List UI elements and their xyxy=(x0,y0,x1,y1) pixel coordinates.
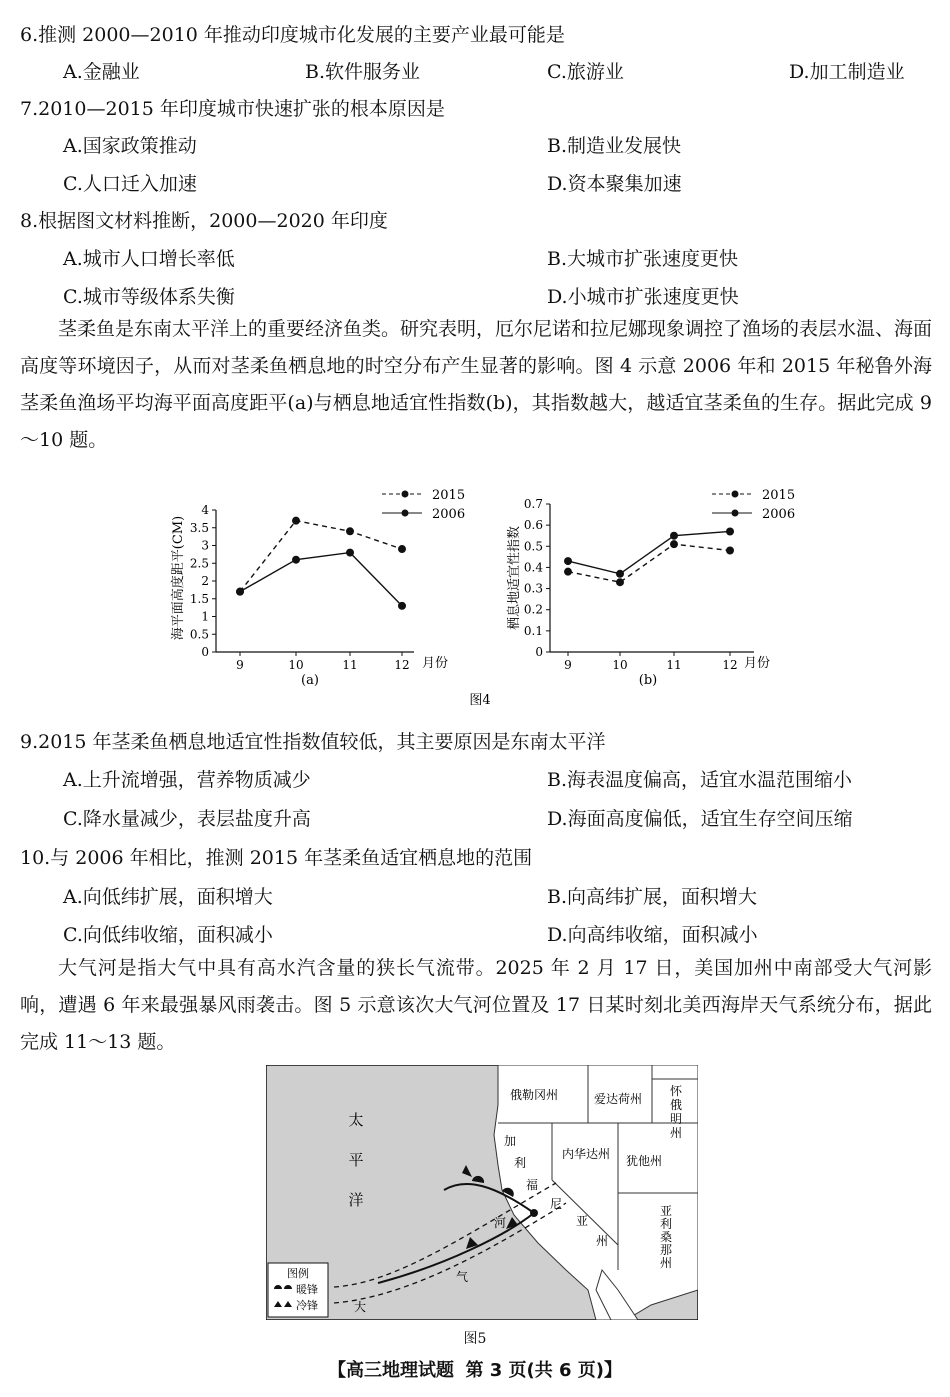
q9-stem: 9.2015 年茎柔鱼栖息地适宜性指数值较低，其主要原因是东南太平洋 xyxy=(20,731,606,753)
q9-option-b: B.海表温度偏高，适宜水温范围缩小 xyxy=(547,769,853,791)
chart-a-xtick-label: 12 xyxy=(394,658,410,672)
label-wyoming-3: 明 xyxy=(669,1112,683,1126)
figure-5-caption: 图5 xyxy=(463,1331,487,1347)
q9-option-d: D.海面高度偏低，适宜生存空间压缩 xyxy=(547,808,853,830)
chart-b-series-2006-point xyxy=(564,557,572,565)
chart-a-series-2015-point xyxy=(292,517,300,525)
label-idaho: 爱达荷州 xyxy=(594,1092,643,1106)
q10-option-a: A.向低纬扩展，面积增大 xyxy=(63,886,273,908)
q6-stem: 6.推测 2000—2010 年推动印度城市化发展的主要产业最可能是 xyxy=(20,24,565,46)
q9-option-a: A.上升流增强，营养物质减少 xyxy=(63,769,311,791)
legend-title: 图例 xyxy=(287,1267,309,1280)
chart-b-legend-2015: 2015 xyxy=(762,488,796,503)
chart-b-ytick-label: 0.5 xyxy=(523,539,543,554)
label-nevada: 内华达州 xyxy=(562,1147,611,1161)
q8-option-d: D.小城市扩张速度更快 xyxy=(547,286,739,308)
label-ocean-1: 太 xyxy=(348,1111,364,1129)
q7-option-d: D.资本聚集加速 xyxy=(547,173,682,195)
chart-b-ytick-label: 0.1 xyxy=(523,623,543,638)
label-ca-6: 州 xyxy=(595,1234,609,1248)
q10-stem: 10.与 2006 年相比，推测 2015 年茎柔鱼适宜栖息地的范围 xyxy=(20,847,533,869)
chart-b-series-2015-line xyxy=(568,544,730,582)
chart-b-xtick-label: 11 xyxy=(666,658,682,672)
label-ca-4: 尼 xyxy=(549,1197,563,1211)
chart-a-ytick-label: 4 xyxy=(201,503,209,517)
chart-a-legend xyxy=(382,488,465,522)
chart-a-ytick-label: 1.5 xyxy=(189,591,209,606)
chart-b-ytick-label: 0.6 xyxy=(523,518,543,533)
q7-stem: 7.2010—2015 年印度城市快速扩张的根本原因是 xyxy=(20,98,445,120)
chart-b-series-2015-point xyxy=(726,547,734,555)
q6-option-b: B.软件服务业 xyxy=(305,61,421,83)
chart-b-xtick-label: 12 xyxy=(722,658,738,672)
chart-b-title: (b) xyxy=(638,673,658,688)
chart-b-legend-2006: 2006 xyxy=(762,507,796,522)
q8-option-c: C.城市等级体系失衡 xyxy=(63,286,235,308)
figure-5-legend xyxy=(268,1263,328,1317)
q10-option-c: C.向低纬收缩，面积减小 xyxy=(63,924,273,946)
label-river-1: 大 xyxy=(353,1300,367,1314)
chart-a-ylabel: 海平面高度距平(CM) xyxy=(171,515,186,641)
chart-b-series-2015-point xyxy=(616,578,624,586)
figure-5-map xyxy=(266,1065,698,1320)
label-ca-5: 亚 xyxy=(575,1214,589,1228)
label-arizona-2: 利 xyxy=(659,1217,673,1231)
chart-a-ytick-label: 0.5 xyxy=(189,627,209,642)
figure-4-caption: 图4 xyxy=(469,693,491,708)
chart-a-ytick-label: 3 xyxy=(201,538,209,553)
label-wyoming-4: 州 xyxy=(669,1126,683,1140)
chart-b-ytick-label: 0.7 xyxy=(523,497,543,511)
chart-b-xtick-label: 9 xyxy=(564,658,572,672)
chart-b-series-2006-point xyxy=(616,570,624,578)
figure-4 xyxy=(160,482,800,712)
chart-a-xunit: 月份 xyxy=(422,656,449,671)
chart-b-series-2015-point xyxy=(670,540,678,548)
q6-option-c: C.旅游业 xyxy=(547,61,624,83)
chart-b xyxy=(506,497,770,688)
q10-option-b: B.向高纬扩展，面积增大 xyxy=(547,886,758,908)
chart-a-series-2015-point xyxy=(346,527,354,535)
chart-b-ytick-label: 0.3 xyxy=(523,581,543,596)
q10-option-d: D.向高纬收缩，面积减小 xyxy=(547,924,758,946)
chart-b-xtick-label: 10 xyxy=(612,658,628,672)
legend-cold-front: 冷锋 xyxy=(296,1299,318,1312)
label-ca-2: 利 xyxy=(513,1156,527,1170)
chart-b-series-2006-line xyxy=(568,531,730,573)
label-ocean-3: 洋 xyxy=(348,1191,364,1209)
chart-a-ytick-label: 0 xyxy=(201,645,209,659)
label-river-3: 河 xyxy=(493,1216,507,1230)
chart-a-title: (a) xyxy=(301,673,319,688)
label-ca-3: 福 xyxy=(525,1178,539,1192)
label-arizona-1: 亚 xyxy=(659,1204,673,1218)
passage-atmospheric-river: 大气河是指大气中具有高水汽含量的狭长气流带。2025 年 2 月 17 日，美国加州中南部受大气河影响，遭遇 6 年来最强暴风雨袭击。图 5 示意该次大气河位置及 17 日某时刻北美西海岸天气系统分布，据此完成 11～13 题。 xyxy=(20,957,932,1053)
chart-a-ytick-label: 2 xyxy=(201,574,209,588)
label-oregon: 俄勒冈州 xyxy=(510,1088,559,1102)
chart-b-ytick-label: 0 xyxy=(535,645,543,659)
q6-option-a: A.金融业 xyxy=(63,61,140,83)
label-river-2: 气 xyxy=(455,1270,469,1284)
chart-a-ytick-label: 3.5 xyxy=(189,520,209,535)
label-ocean-2: 平 xyxy=(348,1151,364,1169)
label-arizona-4: 那 xyxy=(659,1243,673,1257)
chart-b-legend xyxy=(712,488,795,522)
chart-a-series-2006-point xyxy=(292,556,300,564)
q8-option-a: A.城市人口增长率低 xyxy=(63,248,235,270)
q7-option-a: A.国家政策推动 xyxy=(63,135,197,157)
label-ca-1: 加 xyxy=(503,1134,517,1148)
passage-squid: 茎柔鱼是东南太平洋上的重要经济鱼类。研究表明，厄尔尼诺和拉尼娜现象调控了渔场的表层水温、海面高度等环境因子，从而对茎柔鱼栖息地的时空分布产生显著的影响。图 4 示意 2006 年和 2015 年秘鲁外海茎柔鱼渔场平均海平面高度距平(a)与栖息地适宜性指数(b)，其指数越大，越适宜茎柔鱼的生存。据此完成 9～10 题。 xyxy=(20,318,933,451)
label-arizona-5: 州 xyxy=(659,1256,673,1270)
footer-page: 第 3 页(共 6 页)】 xyxy=(465,1360,623,1381)
q9-option-c: C.降水量减少，表层盐度升高 xyxy=(63,808,311,830)
chart-a-ytick-label: 1 xyxy=(201,609,209,624)
label-utah: 犹他州 xyxy=(626,1154,663,1168)
chart-b-series-2006-point xyxy=(726,527,734,535)
label-wyoming-1: 怀 xyxy=(669,1084,683,1098)
chart-a-xtick-label: 10 xyxy=(288,658,304,672)
chart-a-xtick-label: 11 xyxy=(342,658,358,672)
chart-a-series-2006-point xyxy=(346,549,354,557)
chart-b-series-2006-point xyxy=(670,532,678,540)
low-pressure-center xyxy=(530,1209,538,1217)
chart-b-ylabel: 栖息地适宜性指数 xyxy=(507,525,522,631)
q7-option-b: B.制造业发展快 xyxy=(547,135,682,157)
q8-stem: 8.根据图文材料推断，2000—2020 年印度 xyxy=(20,210,388,232)
chart-b-series-2015-point xyxy=(564,568,572,576)
footer-subject: 【高三地理试题 xyxy=(327,1360,454,1381)
legend-warm-front: 暖锋 xyxy=(296,1283,318,1296)
chart-b-xunit: 月份 xyxy=(744,656,771,671)
chart-a-legend-2006: 2006 xyxy=(432,507,466,522)
page-footer xyxy=(0,1356,950,1382)
chart-a-series-2006-point xyxy=(236,588,244,596)
q8-option-b: B.大城市扩张速度更快 xyxy=(547,248,739,270)
q6-option-d: D.加工制造业 xyxy=(789,61,905,83)
chart-a-legend-2015: 2015 xyxy=(432,488,466,503)
q7-option-c: C.人口迁入加速 xyxy=(63,173,197,195)
chart-b-ytick-label: 0.4 xyxy=(523,560,543,575)
chart-a-series-2006-point xyxy=(398,602,406,610)
chart-a-series-2015-point xyxy=(398,545,406,553)
label-wyoming-2: 俄 xyxy=(669,1098,683,1112)
chart-a xyxy=(170,503,448,688)
label-arizona-3: 桑 xyxy=(659,1230,673,1244)
chart-a-ytick-label: 2.5 xyxy=(189,556,209,571)
chart-a-xtick-label: 9 xyxy=(236,658,244,672)
chart-b-ytick-label: 0.2 xyxy=(523,602,543,617)
